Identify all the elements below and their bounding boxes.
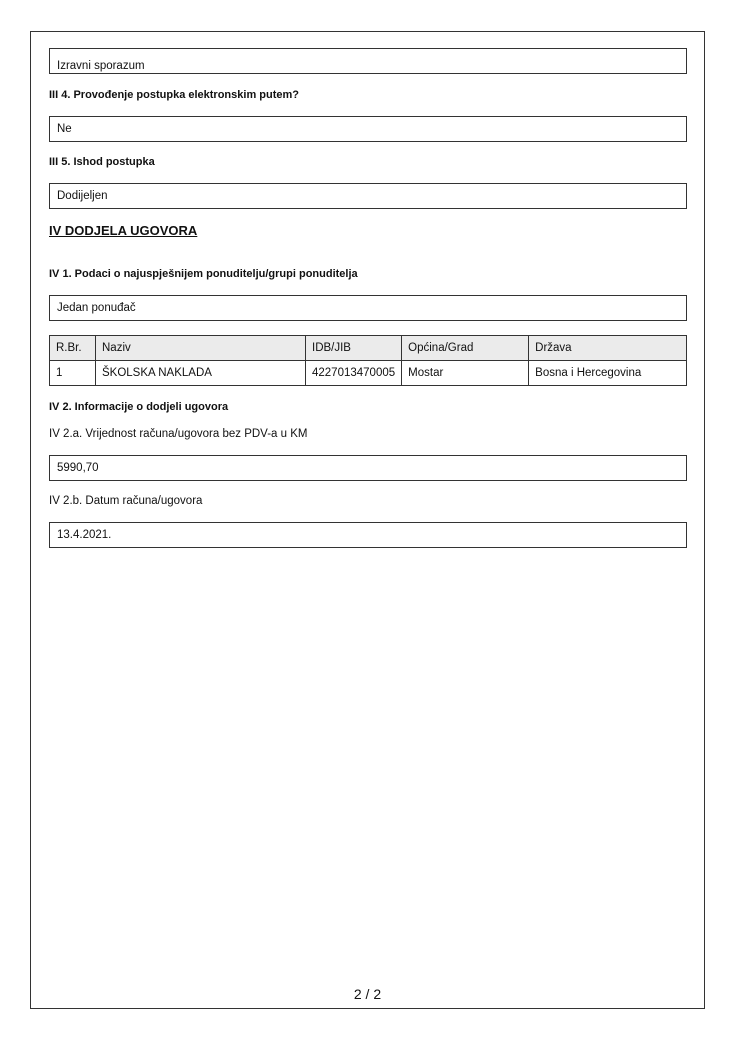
header-opcina-grad: Općina/Grad <box>402 336 529 361</box>
section-iii5-label: III 5. Ishod postupka <box>49 156 155 168</box>
cell-opcina-grad: Mostar <box>402 361 529 386</box>
section-iii5-value: Dodijeljen <box>57 190 108 202</box>
section-iv1-field <box>49 295 687 321</box>
table-row <box>50 361 687 386</box>
section-iii4-field <box>49 116 687 142</box>
bidders-table <box>49 335 687 386</box>
section-iv1-label: IV 1. Podaci o najuspješnijem ponuditelju/grupi ponuditelja <box>49 268 358 280</box>
section-iv1-value: Jedan ponuđač <box>57 302 136 314</box>
section-iv2-label: IV 2. Informacije o dodjeli ugovora <box>49 401 229 413</box>
page-frame <box>30 31 705 1009</box>
contract-date: 13.4.2021. <box>57 529 112 541</box>
contract-date-label: IV 2.b. Datum računa/ugovora <box>49 495 203 507</box>
cell-rbr: 1 <box>50 361 96 386</box>
table-header-row <box>50 336 687 361</box>
procedure-type-value: Izravni sporazum <box>57 60 145 72</box>
header-drzava: Država <box>529 336 687 361</box>
page-number: 2 / 2 <box>353 986 382 1002</box>
cell-idb-jib: 4227013470005 <box>306 361 402 386</box>
contract-value-field <box>49 455 687 481</box>
header-naziv: Naziv <box>96 336 306 361</box>
procedure-type-field <box>49 48 687 74</box>
header-rbr: R.Br. <box>50 336 96 361</box>
section-iv-heading: IV DODJELA UGOVORA <box>49 223 198 238</box>
header-idb-jib: IDB/JIB <box>306 336 402 361</box>
contract-date-field <box>49 522 687 548</box>
section-iii4-value: Ne <box>57 123 72 135</box>
section-iii5-field <box>49 183 687 209</box>
contract-value-label: IV 2.a. Vrijednost računa/ugovora bez PDV-a u KM <box>49 428 308 440</box>
cell-naziv: ŠKOLSKA NAKLADA <box>96 361 306 386</box>
contract-value: 5990,70 <box>57 462 99 474</box>
cell-drzava: Bosna i Hercegovina <box>529 361 687 386</box>
section-iii4-label: III 4. Provođenje postupka elektronskim putem? <box>49 89 300 101</box>
